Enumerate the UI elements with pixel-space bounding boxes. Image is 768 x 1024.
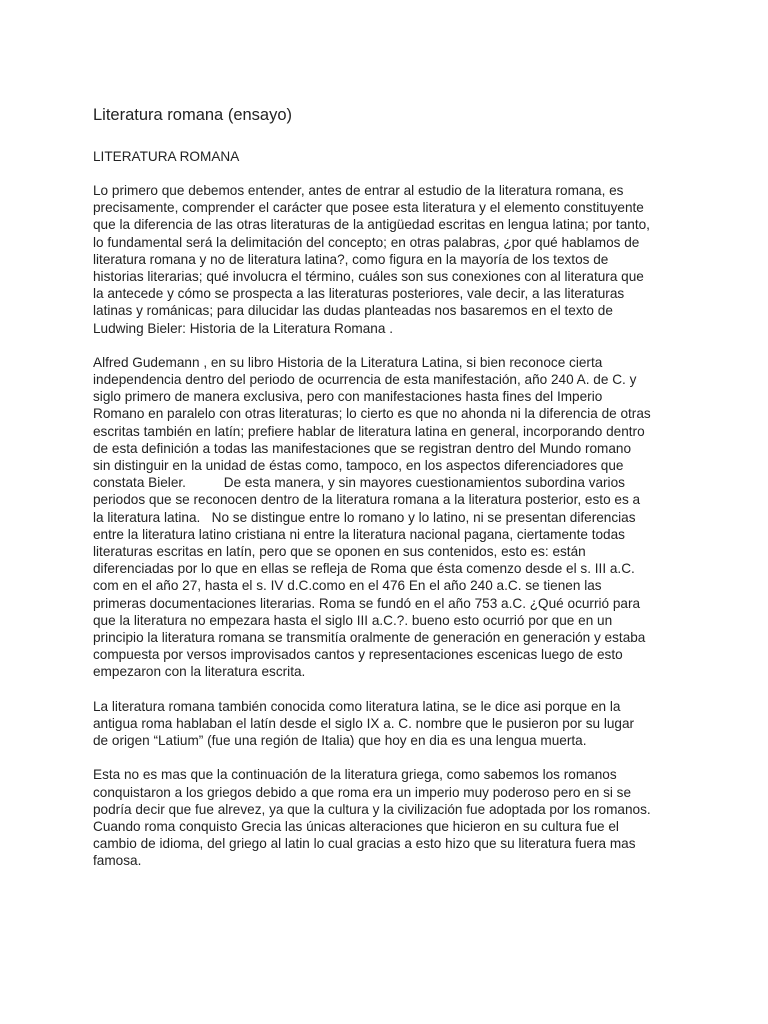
paragraph-line: Cuando roma conquisto Grecia las únicas alteraciones que hicieron en su cultura fue el bbox=[93, 818, 619, 834]
paragraph bbox=[93, 698, 683, 750]
paragraph-line: literatura romana y no de literatura latina?, como figura en la mayoría de los textos de bbox=[93, 251, 609, 267]
paragraph bbox=[93, 354, 683, 681]
paragraph-line: de origen “Latium” (fue una región de Italia) que hoy en dia es una lengua muerta. bbox=[93, 733, 587, 749]
paragraph-line: escritas también en latín; prefiere hablar de literatura latina en general, incorporando dentro bbox=[93, 423, 645, 439]
paragraph-line: Romano en paralelo con otras literaturas; lo cierto es que no ahonda ni la diferencia de otras bbox=[93, 406, 651, 422]
paragraph-line: siglo primero de manera exclusiva, pero con manifestaciones hasta fines del Imperio bbox=[93, 389, 603, 405]
paragraph-line: com en el año 27, hasta el s. IV d.C.como en el 476 En el año 240 a.C. se tienen las bbox=[93, 578, 602, 594]
paragraph-line: diferenciadas por lo que en ellas se refleja de Roma que ésta comenzo desde el s. III a.C. bbox=[93, 561, 635, 577]
document-title: Literatura romana (ensayo) bbox=[93, 106, 293, 124]
paragraph-line: Lo primero que debemos entender, antes de entrar al estudio de la literatura romana, es bbox=[93, 183, 624, 198]
paragraph-line: constata Bieler. De esta manera, y sin mayores cuestionamientos subordina varios bbox=[93, 475, 625, 491]
paragraph-line: precisamente, comprender el carácter que posee esta literatura y el elemento constituyente bbox=[93, 200, 644, 216]
document-subtitle: LITERATURA ROMANA bbox=[93, 149, 240, 164]
paragraph bbox=[93, 182, 683, 337]
paragraph-line: periodos que se reconocen dentro de la literatura romana a la literatura posterior, esto es a bbox=[93, 492, 641, 508]
paragraph-line: literaturas escritas en latín, pero que se oponen en sus contenidos, esto es: están bbox=[93, 544, 586, 560]
paragraph-line: famosa. bbox=[93, 853, 142, 869]
paragraph-line: Esta no es mas que la continuación de la literatura griega, como sabemos los romanos bbox=[93, 767, 617, 783]
paragraph-line: entre la literatura latino cristiana ni entre la literatura nacional pagana, ciertamente todas bbox=[93, 526, 625, 542]
paragraph bbox=[93, 766, 683, 869]
paragraph-line: conquistaron a los griegos debido a que roma era un imperio muy poderoso pero en si se bbox=[93, 784, 632, 800]
document-page bbox=[93, 104, 683, 887]
paragraph-line: Alfred Gudemann , en su libro Historia de la Literatura Latina, si bien reconoce cierta bbox=[93, 354, 603, 370]
document-body bbox=[93, 182, 683, 870]
paragraph-line: podría decir que fue alrevez, ya que la cultura y la civilización fue adoptada por los romanos. bbox=[93, 801, 651, 817]
paragraph-line: empezaron con la literatura escrita. bbox=[93, 664, 306, 680]
paragraph-line: principio la literatura romana se transmitía oralmente de generación en generación y estaba bbox=[93, 630, 646, 646]
paragraph-line: Ludwing Bieler: Historia de la Literatura Romana . bbox=[93, 320, 393, 336]
paragraph-line: independencia dentro del periodo de ocurrencia de esta manifestación, año 240 A. de C. y bbox=[93, 372, 637, 388]
paragraph-line: que la literatura no empezara hasta el siglo III a.C.?. bueno esto ocurrió por que en un bbox=[93, 612, 613, 628]
paragraph-line: de esta definición a todas las manifestaciones que se registran dentro del Mundo romano bbox=[93, 440, 632, 456]
paragraph-line: La literatura romana también conocida como literatura latina, se le dice asi porque en la bbox=[93, 698, 621, 714]
paragraph-line: antigua roma hablaban el latín desde el siglo IX a. C. nombre que le pusieron por su lugar bbox=[93, 715, 635, 731]
paragraph-line: primeras documentaciones literarias. Roma se fundó en el año 753 a.C. ¿Qué ocurrió para bbox=[93, 595, 641, 611]
paragraph-line: historias literarias; qué involucra el término, cuáles son sus conexiones con al literatura que bbox=[93, 269, 644, 285]
paragraph-line: sin distinguir en la unidad de éstas como, tampoco, en los aspectos diferenciadores que bbox=[93, 458, 624, 474]
paragraph-line: lo fundamental será la delimitación del concepto; en otras palabras, ¿por qué hablamos de bbox=[93, 234, 640, 250]
paragraph-line: cambio de idioma, del griego al latin lo cual gracias a esto hizo que su literatura fuera mas bbox=[93, 836, 636, 852]
paragraph-line: que la diferencia de las otras literaturas de la antigüedad escritas en lengua latina; por tanto, bbox=[93, 217, 650, 233]
paragraph-line: la literatura latina. No se distingue entre lo romano y lo latino, ni se presentan diferencias bbox=[93, 509, 636, 525]
paragraph-line: compuesta por versos improvisados cantos y representaciones escenicas luego de esto bbox=[93, 647, 623, 663]
paragraph-line: la antecede y cómo se prospecta a las literaturas posteriores, vale decir, a las literaturas bbox=[93, 286, 625, 302]
paragraph-line: latinas y románicas; para dilucidar las dudas planteadas nos basaremos en el texto de bbox=[93, 303, 613, 319]
